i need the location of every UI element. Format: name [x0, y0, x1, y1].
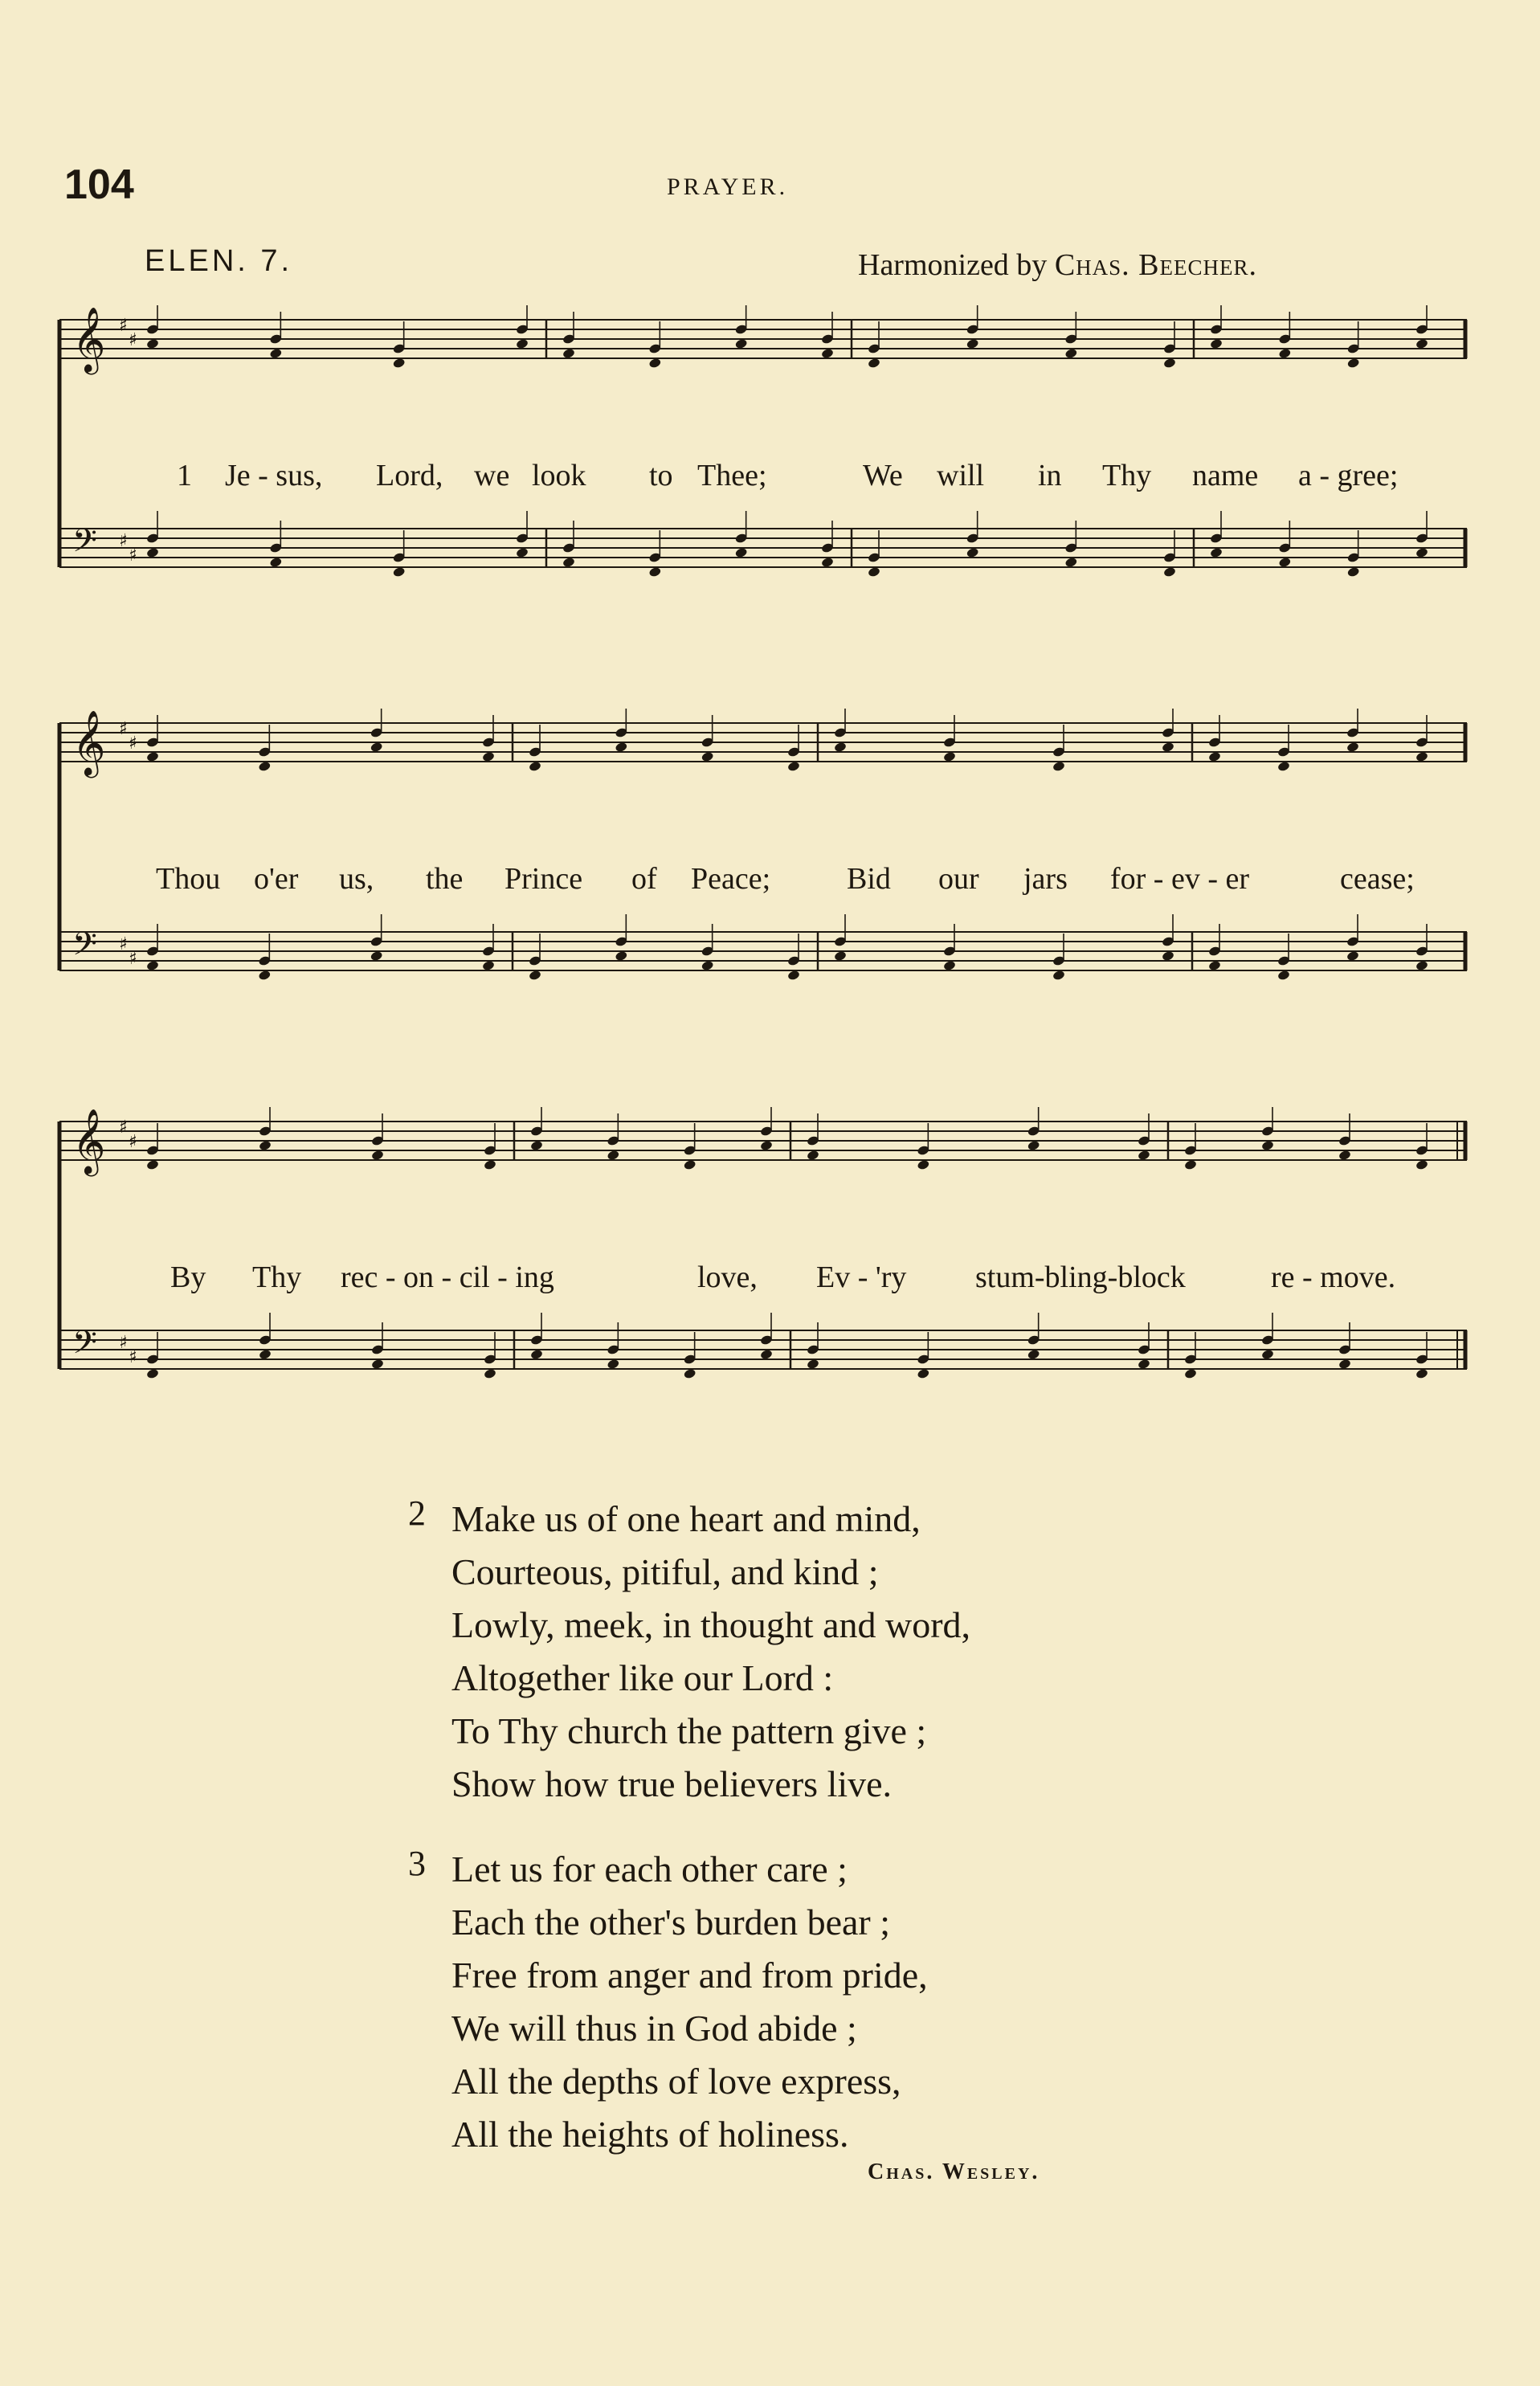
- lyric-syllable: the: [426, 862, 464, 896]
- verse-line: Courteous, pitiful, and kind ;: [451, 1551, 879, 1592]
- verse-line: Lowly, meek, in thought and word,: [451, 1604, 971, 1645]
- note-head: [259, 1140, 272, 1151]
- note-head: [562, 557, 576, 568]
- note-head: [1415, 1159, 1429, 1171]
- sharp-icon: ♯: [129, 545, 137, 566]
- note-head: [787, 970, 801, 981]
- note-head: [1415, 751, 1429, 762]
- sharp-icon: ♯: [129, 1132, 137, 1152]
- note-head: [370, 950, 383, 962]
- lyric-syllable: cease;: [1340, 862, 1415, 896]
- note-head: [1064, 557, 1078, 568]
- note-head: [1184, 1159, 1198, 1171]
- sharp-icon: ♯: [119, 934, 128, 954]
- note-head: [484, 1368, 497, 1379]
- sharp-icon: ♯: [129, 949, 137, 969]
- sharp-icon: ♯: [129, 1347, 137, 1367]
- running-head: PRAYER.: [667, 174, 789, 200]
- note-head: [392, 357, 406, 369]
- note-head: [1027, 1349, 1040, 1360]
- note-head: [1138, 1150, 1151, 1161]
- lyric-syllable: Prince: [504, 862, 583, 896]
- note-head: [1261, 1140, 1275, 1151]
- note-head: [258, 761, 272, 772]
- treble-clef-icon: 𝄞: [72, 709, 106, 775]
- note-head: [1415, 547, 1429, 558]
- note-head: [482, 960, 496, 971]
- note-head: [516, 547, 529, 558]
- note-head: [1163, 357, 1177, 369]
- verse-number: 2: [408, 1493, 426, 1533]
- note-head: [1278, 557, 1292, 568]
- note-head: [259, 1349, 272, 1360]
- note-head: [807, 1150, 820, 1161]
- music-system-2: [48, 709, 1478, 1014]
- note-head: [966, 338, 979, 349]
- note-head: [258, 970, 272, 981]
- verse-line: Let us for each other care ;: [451, 1849, 848, 1890]
- note-head: [1346, 742, 1360, 753]
- note-head: [1346, 566, 1360, 578]
- note-head: [1162, 950, 1175, 962]
- lyric-syllable: look: [532, 459, 586, 492]
- note-head: [834, 742, 848, 753]
- note-head: [1338, 1358, 1352, 1370]
- lyric-syllable: We: [863, 459, 903, 492]
- note-head: [562, 348, 576, 359]
- note-head: [1346, 357, 1360, 369]
- note-head: [146, 338, 160, 349]
- sharp-icon: ♯: [119, 1117, 128, 1138]
- verse-line: Make us of one heart and mind,: [451, 1498, 921, 1539]
- verse-line: We will thus in God abide ;: [451, 2008, 857, 2049]
- note-head: [529, 761, 542, 772]
- note-head: [146, 547, 160, 558]
- note-head: [648, 566, 662, 578]
- note-head: [787, 761, 801, 772]
- note-head: [1278, 348, 1292, 359]
- verse-number: 3: [408, 1844, 426, 1883]
- note-head: [1163, 566, 1177, 578]
- note-head: [484, 1159, 497, 1171]
- note-head: [530, 1140, 544, 1151]
- note-head: [482, 751, 496, 762]
- music-system-1: [48, 305, 1478, 611]
- lyric-syllable: Thy: [252, 1260, 302, 1294]
- note-head: [701, 960, 714, 971]
- note-head: [1138, 1358, 1151, 1370]
- note-head: [683, 1159, 696, 1171]
- note-head: [1415, 1368, 1429, 1379]
- note-head: [269, 348, 283, 359]
- note-head: [734, 338, 748, 349]
- note-head: [1027, 1140, 1040, 1151]
- lyric-syllable: o'er: [254, 862, 299, 896]
- note-head: [1277, 761, 1291, 772]
- note-head: [530, 1349, 544, 1360]
- note-head: [683, 1368, 696, 1379]
- note-head: [1277, 970, 1291, 981]
- lyric-syllable: of: [631, 862, 657, 896]
- music-system-3: [48, 1107, 1478, 1412]
- note-head: [370, 742, 383, 753]
- note-head: [917, 1368, 930, 1379]
- lyric-syllable: a - gree;: [1298, 459, 1399, 492]
- lyric-syllable: Thou: [156, 862, 221, 896]
- bass-clef-icon: 𝄢: [72, 522, 97, 567]
- note-head: [529, 970, 542, 981]
- verse-3: [408, 1843, 970, 2161]
- lyric-syllable: Je - sus,: [225, 459, 323, 492]
- note-head: [943, 960, 957, 971]
- note-head: [1064, 348, 1078, 359]
- note-head: [1052, 761, 1066, 772]
- verse-line: Free from anger and from pride,: [451, 1955, 928, 1996]
- note-head: [1210, 338, 1223, 349]
- sharp-icon: ♯: [119, 1333, 128, 1353]
- treble-clef-icon: 𝄞: [72, 1108, 106, 1174]
- note-head: [607, 1150, 620, 1161]
- lyric-line-2: [48, 861, 1478, 900]
- note-head: [516, 338, 529, 349]
- verse-line: Each the other's burden bear ;: [451, 1902, 891, 1943]
- lyric-syllable: 1: [177, 459, 192, 492]
- lyric-syllable: stum-bling-block: [975, 1260, 1186, 1294]
- note-head: [615, 742, 628, 753]
- note-head: [607, 1358, 620, 1370]
- note-head: [1208, 751, 1222, 762]
- lyric-syllable: we: [474, 459, 510, 492]
- lyric-syllable: Lord,: [376, 459, 443, 492]
- lyric-syllable: jars: [1023, 862, 1068, 896]
- harmonizer-prefix: Harmonized by: [858, 248, 1048, 282]
- lyric-syllable: Bid: [847, 862, 891, 896]
- verses: [408, 1493, 970, 2193]
- note-head: [1415, 960, 1429, 971]
- verse-2: [408, 1493, 970, 1811]
- note-head: [868, 357, 881, 369]
- note-head: [371, 1358, 385, 1370]
- note-head: [392, 566, 406, 578]
- note-head: [701, 751, 714, 762]
- note-head: [834, 950, 848, 962]
- lyric-syllable: Peace;: [691, 862, 771, 896]
- verse-line: To Thy church the pattern give ;: [451, 1710, 927, 1751]
- note-head: [146, 751, 160, 762]
- verse-line: All the depths of love express,: [451, 2061, 901, 2102]
- note-head: [371, 1150, 385, 1161]
- note-head: [943, 751, 957, 762]
- note-head: [615, 950, 628, 962]
- note-head: [1346, 950, 1360, 962]
- lyric-syllable: name: [1192, 459, 1259, 492]
- note-head: [269, 557, 283, 568]
- note-head: [146, 1159, 160, 1171]
- note-head: [917, 1159, 930, 1171]
- sharp-icon: ♯: [129, 330, 137, 350]
- lyric-syllable: Thy: [1102, 459, 1152, 492]
- note-head: [1261, 1349, 1275, 1360]
- treble-clef-icon: 𝄞: [72, 306, 106, 372]
- lyric-syllable: will: [937, 459, 985, 492]
- lyric-syllable: for - ev - er: [1110, 862, 1250, 896]
- lyric-syllable: to: [649, 459, 673, 492]
- harmonizer-name: Chas. Beecher.: [1054, 248, 1258, 282]
- tune-name: ELEN. 7.: [145, 244, 293, 278]
- note-head: [821, 348, 835, 359]
- note-head: [868, 566, 881, 578]
- note-head: [1162, 742, 1175, 753]
- sharp-icon: ♯: [119, 719, 128, 739]
- verse-line: Show how true believers live.: [451, 1763, 893, 1804]
- note-head: [1184, 1368, 1198, 1379]
- verse-line: Altogether like our Lord :: [451, 1657, 834, 1698]
- lyric-syllable: By: [170, 1260, 206, 1294]
- lyric-syllable: Ev - 'ry: [816, 1260, 907, 1294]
- note-head: [648, 357, 662, 369]
- note-head: [146, 960, 160, 971]
- lyric-line-3: [48, 1260, 1478, 1298]
- lyric-syllable: our: [938, 862, 979, 896]
- note-head: [1415, 338, 1429, 349]
- lyric-syllable: re - move.: [1271, 1260, 1396, 1294]
- lyric-syllable: love,: [697, 1260, 758, 1294]
- note-head: [821, 557, 835, 568]
- note-head: [1208, 960, 1222, 971]
- note-head: [1338, 1150, 1352, 1161]
- hymn-author: Chas. Wesley.: [868, 2159, 1040, 2184]
- bass-clef-icon: 𝄢: [72, 1324, 97, 1369]
- sharp-icon: ♯: [129, 733, 137, 754]
- note-head: [760, 1140, 774, 1151]
- lyric-line-1: [48, 458, 1478, 496]
- note-head: [760, 1349, 774, 1360]
- lyric-syllable: rec - on - cil - ing: [341, 1260, 554, 1294]
- lyric-syllable: in: [1038, 459, 1062, 492]
- note-head: [734, 547, 748, 558]
- harmonizer-credit: [858, 247, 1257, 283]
- note-head: [966, 547, 979, 558]
- page-number: 104: [64, 161, 134, 208]
- sharp-icon: ♯: [119, 531, 128, 551]
- bass-clef-icon: 𝄢: [72, 925, 97, 970]
- note-head: [146, 1368, 160, 1379]
- lyric-syllable: us,: [339, 862, 374, 896]
- lyric-syllable: Thee;: [697, 459, 767, 492]
- note-head: [1210, 547, 1223, 558]
- verse-line: All the heights of holiness.: [451, 2114, 849, 2155]
- note-head: [1052, 970, 1066, 981]
- sharp-icon: ♯: [119, 316, 128, 336]
- note-head: [807, 1358, 820, 1370]
